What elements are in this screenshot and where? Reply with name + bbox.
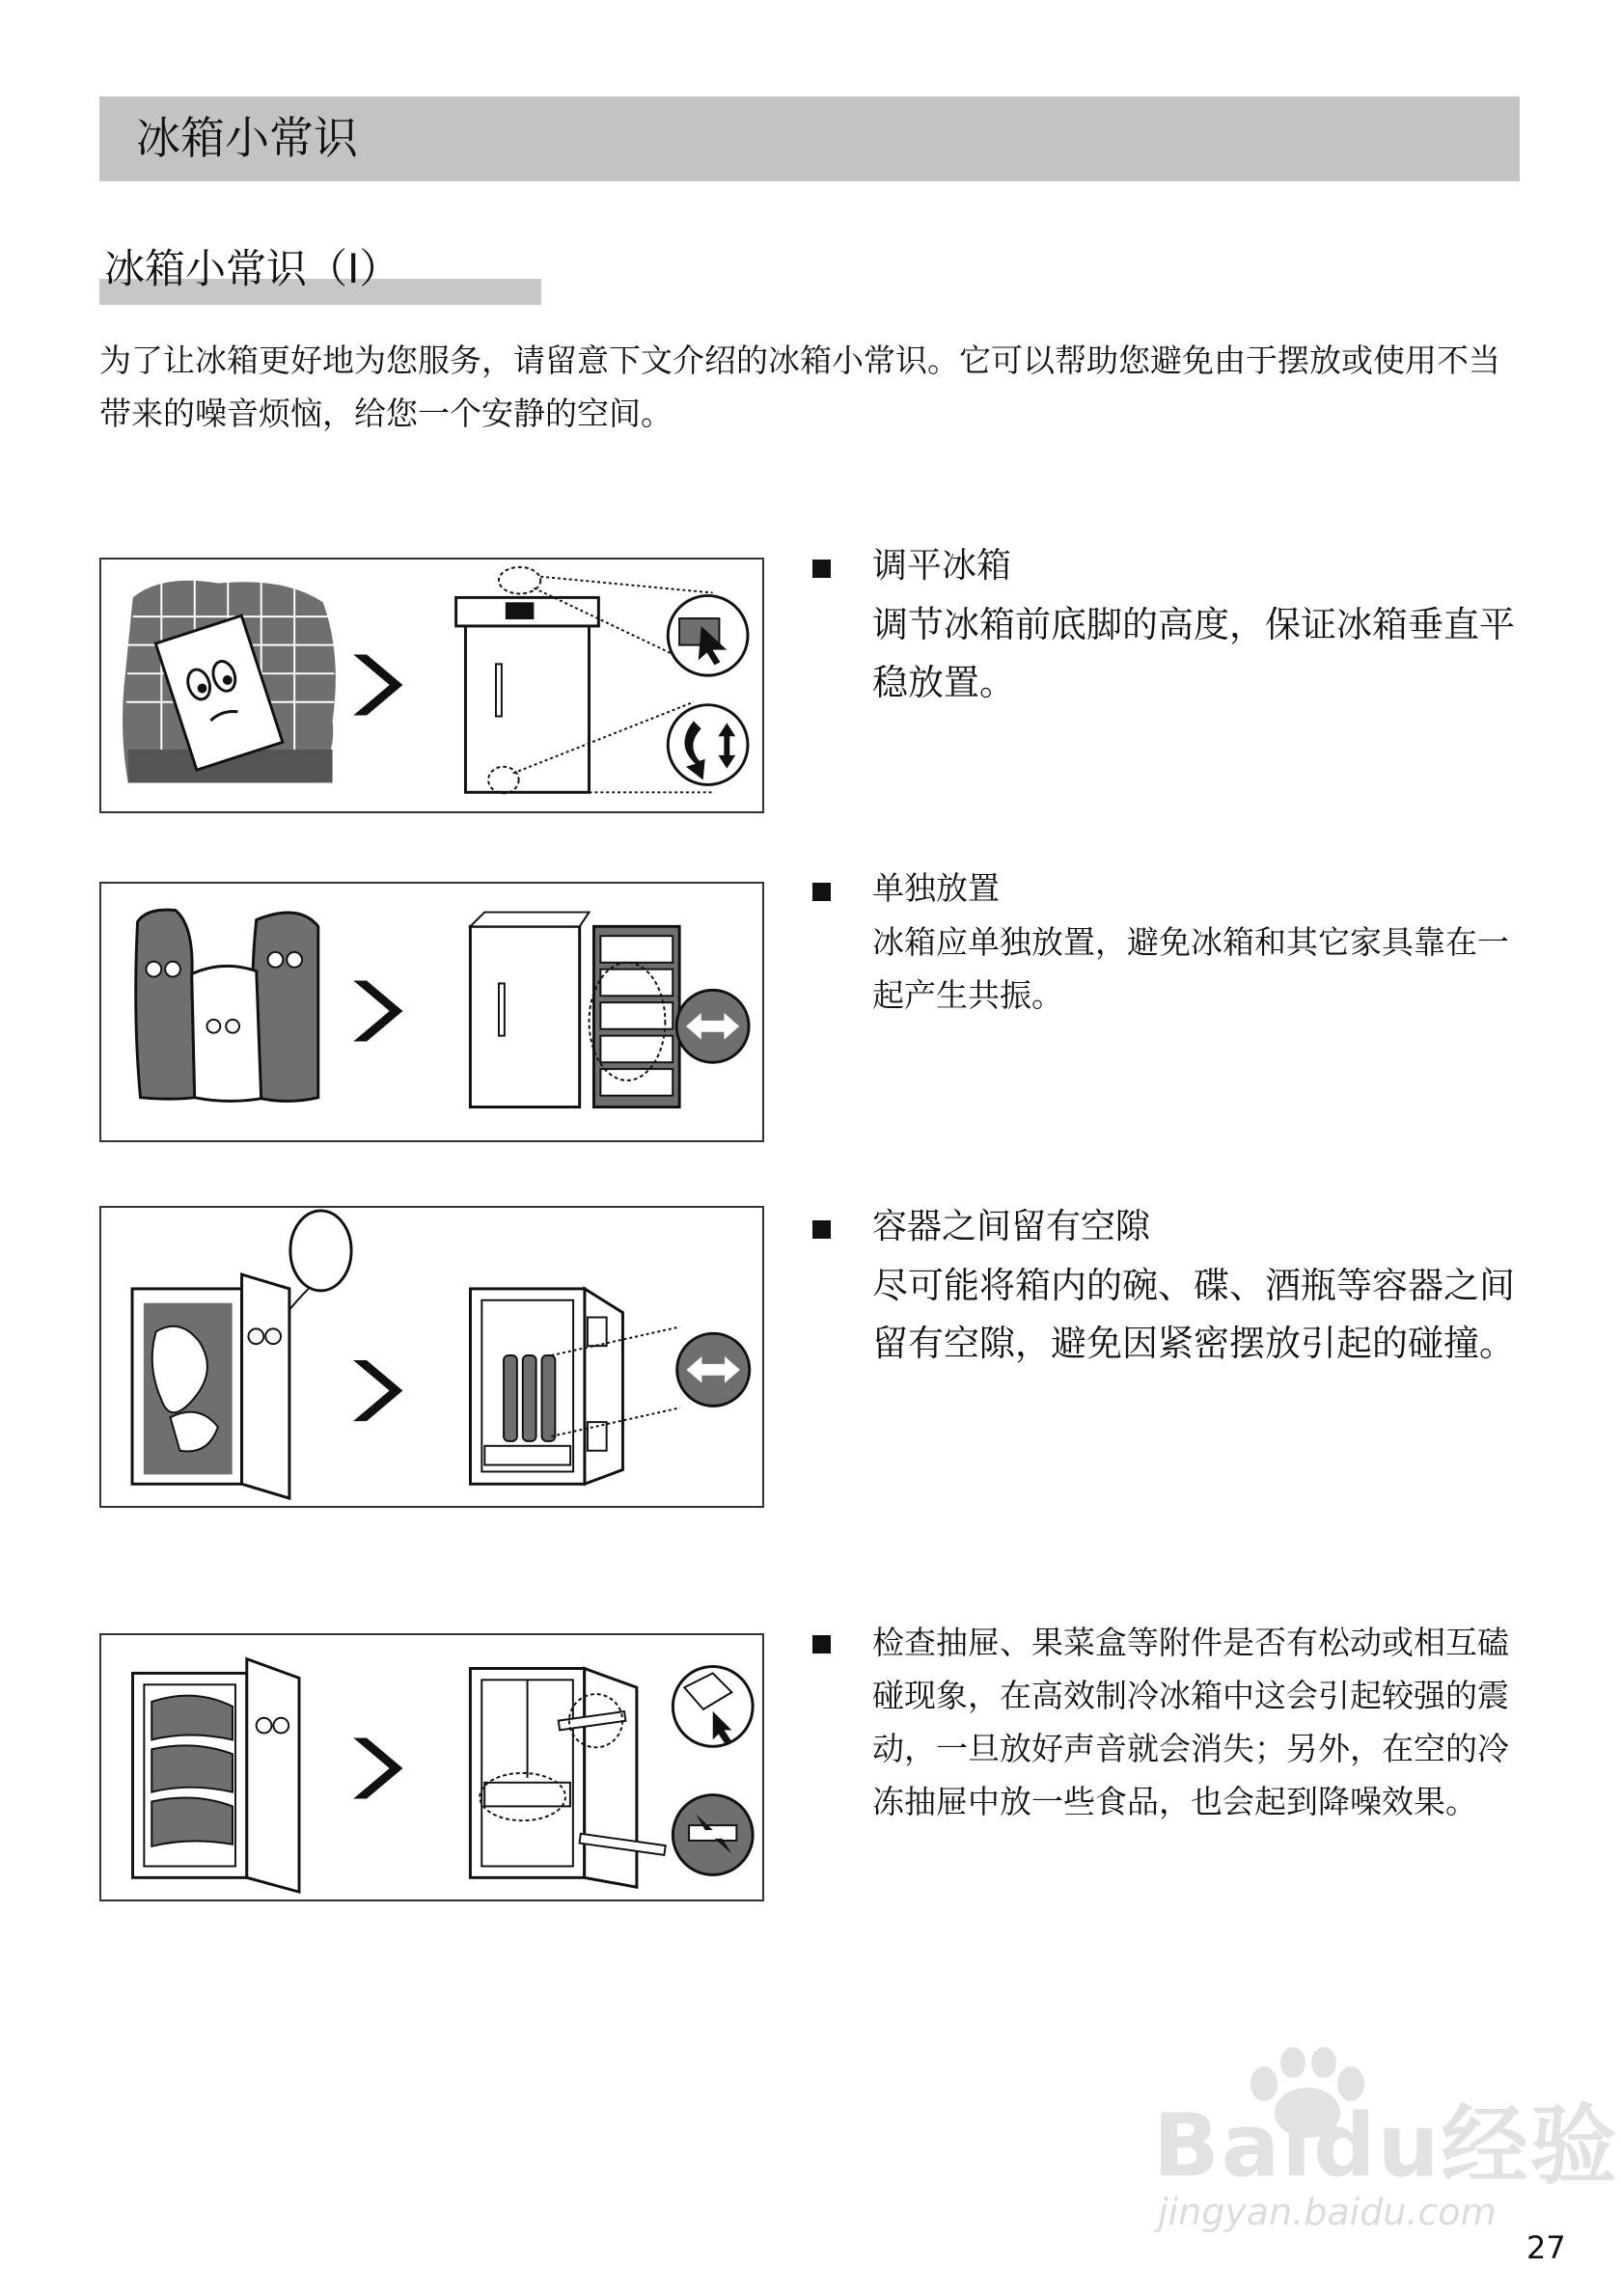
leveling-illustration [101,560,762,811]
tip-separate [812,865,1526,1020]
illustration-gaps [99,1206,764,1508]
illustration-drawers [99,1633,764,1901]
tip-gaps [812,1201,1526,1433]
tip-body: 检查抽屉、果菜盒等附件是否有松动或相互磕碰现象，在高效制冷冰箱中这会引起较强的震动，一旦放好声音就会消失；另外，在空的冷冻抽屉中放一些食品，也会起到降噪效果。 [872,1624,1509,1820]
bullet-square [812,1635,831,1654]
section-title: 冰箱小常识（I） [104,245,400,292]
bullet-square [812,560,831,578]
gaps-illustration [101,1208,762,1506]
header-bar [99,96,1520,181]
intro-paragraph: 为了让冰箱更好地为您服务，请留意下文介绍的冰箱小常识。它可以帮助您避免由于摆放或使用不当带来的噪音烦恼，给您一个安静的空间。 [99,342,1500,432]
tip-body: 调节冰箱前底脚的高度，保证冰箱垂直平稳放置。 [872,604,1515,703]
bullet-square [812,883,831,901]
tip-leveling [812,540,1526,714]
tip-body: 尽可能将箱内的碗、碟、酒瓶等容器之间留有空隙，避免因紧密摆放引起的碰撞。 [872,1265,1515,1364]
separate-illustration [101,884,762,1140]
page-number: 27 [1526,2229,1566,2266]
illustration-leveling [99,558,764,813]
tip-drawers [812,1616,1526,1886]
drawers-illustration [101,1635,762,1900]
watermark-url: jingyan.baidu.com [1158,2191,1497,2233]
illustration-separate [99,882,764,1142]
tip-body: 冰箱应单独放置，避免冰箱和其它家具靠在一起产生共振。 [872,923,1509,1014]
watermark-logo: Baidu经验 [1153,2095,1619,2197]
tip-title: 单独放置 [872,869,1000,907]
bullet-square [812,1220,831,1239]
header-title: 冰箱小常识 [136,112,358,164]
tip-title: 容器之间留有空隙 [872,1207,1151,1246]
tip-title: 调平冰箱 [872,546,1012,586]
